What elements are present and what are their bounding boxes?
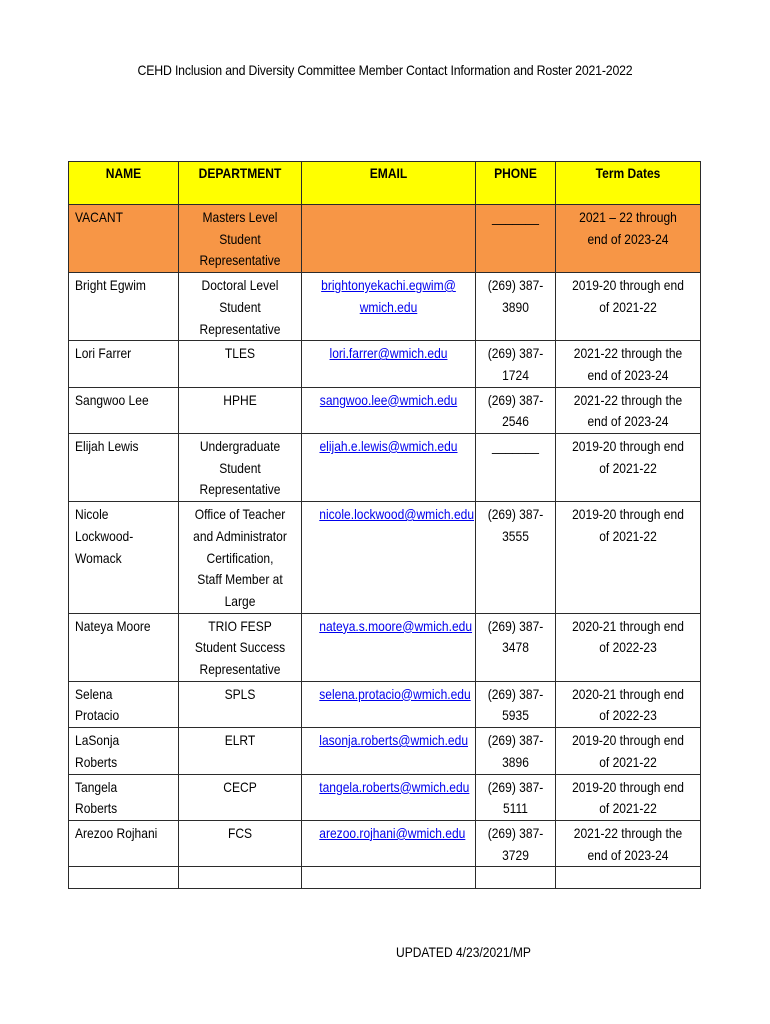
member-term: 2019-20 through end of 2021-22 xyxy=(556,728,701,774)
member-email xyxy=(302,434,476,502)
member-email xyxy=(302,613,476,681)
member-email xyxy=(302,341,476,387)
member-phone: (269) 387-2546 xyxy=(476,387,556,433)
member-term: 2021-22 through the end of 2023-24 xyxy=(556,387,701,433)
email-link[interactable]: sangwoo.lee@wmich.edu xyxy=(319,391,458,408)
header-row xyxy=(69,162,701,205)
member-name: VACANT xyxy=(69,205,179,273)
empty-cell xyxy=(476,867,556,889)
member-department: Office of Teacher and Administrator Certification, Staff Member at Large xyxy=(179,502,302,614)
roster-table xyxy=(68,161,701,889)
header-phone: PHONE xyxy=(476,162,556,205)
email-link[interactable]: tangela.roberts@wmich.edu xyxy=(319,778,470,795)
empty-cell xyxy=(302,867,476,889)
member-name: Selena Protacio xyxy=(69,681,179,727)
member-email xyxy=(302,205,476,273)
member-department: TRIO FESP Student Success Representative xyxy=(179,613,302,681)
member-name: LaSonja Roberts xyxy=(69,728,179,774)
email-link[interactable]: brightonyekachi.egwim@wmich.edu xyxy=(321,277,456,315)
member-term: 2019-20 through end of 2021-22 xyxy=(556,273,701,341)
table-row xyxy=(69,728,701,774)
member-phone: (269) 387-3896 xyxy=(476,728,556,774)
member-name: Arezoo Rojhani xyxy=(69,820,179,866)
email-link[interactable]: lasonja.roberts@wmich.edu xyxy=(319,732,469,749)
header-department: DEPARTMENT xyxy=(179,162,302,205)
member-department: TLES xyxy=(179,341,302,387)
updated-note: UPDATED 4/23/2021/MP xyxy=(396,944,531,960)
member-department: Masters Level Student Representative xyxy=(179,205,302,273)
table-row xyxy=(69,273,701,341)
table-row xyxy=(69,820,701,866)
member-term: 2019-20 through end of 2021-22 xyxy=(556,774,701,820)
table-row xyxy=(69,387,701,433)
member-term: 2019-20 through end of 2021-22 xyxy=(556,434,701,502)
header-name: NAME xyxy=(69,162,179,205)
email-link[interactable]: nicole.lockwood@wmich.edu xyxy=(319,506,475,523)
member-department: FCS xyxy=(179,820,302,866)
member-phone: (269) 387-5935 xyxy=(476,681,556,727)
empty-cell xyxy=(179,867,302,889)
member-email xyxy=(302,681,476,727)
member-term: 2019-20 through end of 2021-22 xyxy=(556,502,701,614)
member-name: Nicole Lockwood-Womack xyxy=(69,502,179,614)
member-phone: (269) 387-3890 xyxy=(476,273,556,341)
member-phone: (269) 387-5111 xyxy=(476,774,556,820)
member-phone: _______ xyxy=(476,434,556,502)
table-row xyxy=(69,681,701,727)
member-name: Tangela Roberts xyxy=(69,774,179,820)
table-row xyxy=(69,341,701,387)
document-title: CEHD Inclusion and Diversity Committee Member Contact Information and Roster 2021-2022 xyxy=(137,62,633,78)
member-name: Lori Farrer xyxy=(69,341,179,387)
member-email xyxy=(302,502,476,614)
member-term: 2020-21 through end of 2022-23 xyxy=(556,613,701,681)
table-row xyxy=(69,205,701,273)
member-department: CECP xyxy=(179,774,302,820)
member-term: 2021 – 22 through end of 2023-24 xyxy=(556,205,701,273)
member-phone: _______ xyxy=(476,205,556,273)
member-email xyxy=(302,387,476,433)
email-link[interactable]: elijah.e.lewis@wmich.edu xyxy=(319,438,458,455)
member-name: Sangwoo Lee xyxy=(69,387,179,433)
header-email: EMAIL xyxy=(302,162,476,205)
email-link[interactable]: selena.protacio@wmich.edu xyxy=(319,685,471,702)
member-term: 2021-22 through the end of 2023-24 xyxy=(556,820,701,866)
email-link[interactable]: arezoo.rojhani@wmich.edu xyxy=(319,824,466,841)
table-row xyxy=(69,613,701,681)
table-row xyxy=(69,774,701,820)
empty-cell xyxy=(69,867,179,889)
email-link[interactable]: nateya.s.moore@wmich.edu xyxy=(319,617,473,634)
member-name: Nateya Moore xyxy=(69,613,179,681)
member-department: Undergraduate Student Representative xyxy=(179,434,302,502)
member-department: HPHE xyxy=(179,387,302,433)
member-phone: (269) 387-3555 xyxy=(476,502,556,614)
member-name: Bright Egwim xyxy=(69,273,179,341)
table-row xyxy=(69,434,701,502)
member-department: Doctoral Level Student Representative xyxy=(179,273,302,341)
member-email xyxy=(302,728,476,774)
member-email xyxy=(302,273,476,341)
empty-cell xyxy=(556,867,701,889)
member-email xyxy=(302,774,476,820)
member-email xyxy=(302,820,476,866)
table-row xyxy=(69,502,701,614)
member-department: SPLS xyxy=(179,681,302,727)
member-term: 2021-22 through the end of 2023-24 xyxy=(556,341,701,387)
member-department: ELRT xyxy=(179,728,302,774)
member-phone: (269) 387-1724 xyxy=(476,341,556,387)
header-term: Term Dates xyxy=(556,162,701,205)
email-link[interactable]: lori.farrer@wmich.edu xyxy=(329,345,448,362)
empty-row xyxy=(69,867,701,889)
member-phone: (269) 387-3729 xyxy=(476,820,556,866)
member-term: 2020-21 through end of 2022-23 xyxy=(556,681,701,727)
member-name: Elijah Lewis xyxy=(69,434,179,502)
member-phone: (269) 387-3478 xyxy=(476,613,556,681)
